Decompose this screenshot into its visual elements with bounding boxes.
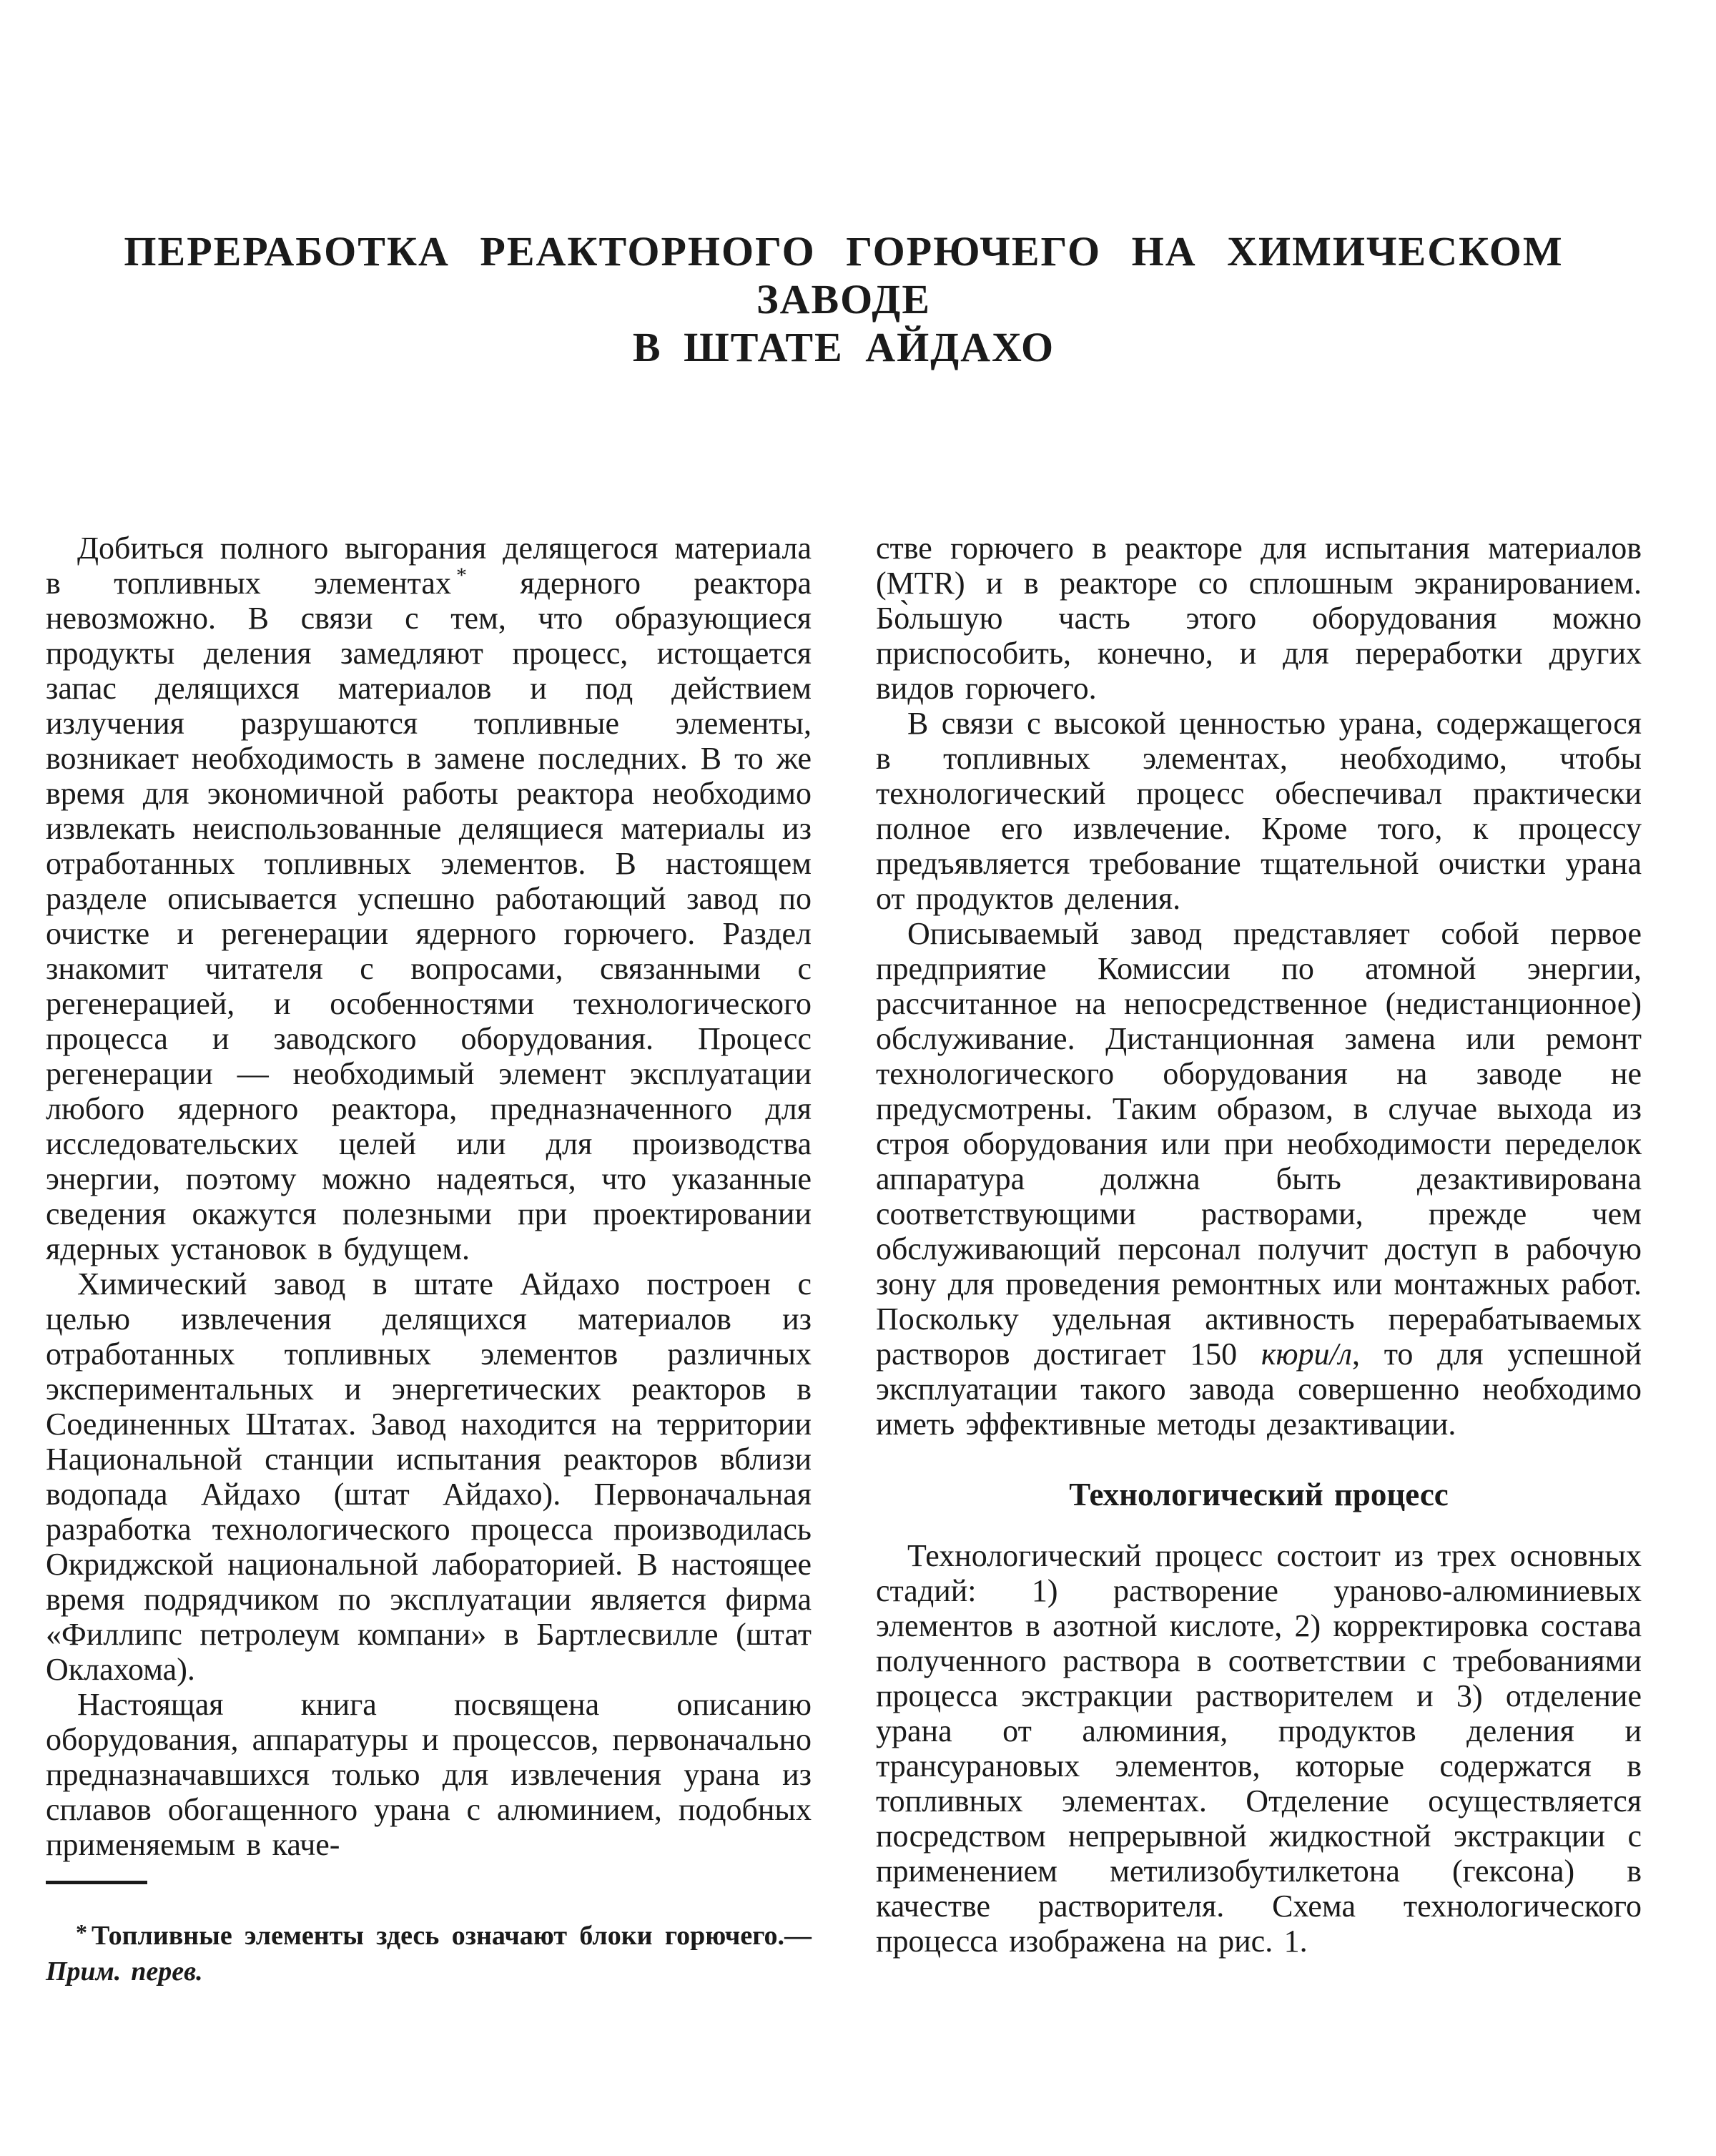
footnote-marker: * xyxy=(76,1919,87,1945)
right-column xyxy=(876,531,1642,1989)
page-title-line-2: В ШТАТЕ АЙДАХО xyxy=(632,324,1055,370)
footnote-reference-marker: * xyxy=(455,563,467,587)
footnote xyxy=(46,1881,812,1989)
page-title xyxy=(46,227,1642,371)
paragraph-direct-maintenance xyxy=(876,916,1642,1442)
paragraph-uranium-value: В связи с высокой ценностью урана, содержащегося в топливных элементах, необходимо, чтобы технологический процесс обеспечивал практически полное его извлечение. Кроме того, к процессу предъявляется требование тщательной очистки урана от продуктов деления. xyxy=(876,706,1642,916)
footnote-body: Топливные элементы здесь означают блоки горючего.— xyxy=(92,1921,812,1951)
footnote-attribution: Прим. перев. xyxy=(46,1956,203,1987)
unit-curie-per-liter: кюри/л xyxy=(1261,1337,1352,1372)
paragraph-book-scope: Настоящая книга посвящена описанию оборудования, аппаратуры и процессов, первоначально предназначавшихся только для извлечения урана из сплавов обогащенного урана с алюминием, подобных применяемым в каче- xyxy=(46,1687,812,1862)
section-heading-process: Технологический процесс xyxy=(1069,1477,1449,1512)
two-column-layout xyxy=(46,531,1642,1989)
paragraph-continuation: стве горючего в реакторе для испытания материалов (MTR) и в реакторе со сплошным экранированием. Бо̀льшую часть этого оборудования можно приспособить, конечно, и для переработки других видов горючего. xyxy=(876,531,1642,706)
left-column xyxy=(46,531,812,1989)
paragraph-idaho-plant: Химический завод в штате Айдахо построен с целью извлечения делящихся материалов из отработанных топливных элементов различных экспериментальных и энергетических реакторов в Соединенных Штатах. Завод находится на территории Национальной станции испытания реакторов вблизи водопада Айдахо (штат Айдахо). Первоначальная разработка технологического процесса производилась Окриджской национальной лабораторией. В настоящее время подрядчиком по эксплуатации является фирма «Филлипс петролеум компани» в Бартлесвилле (штат Оклахома). xyxy=(46,1266,812,1687)
paragraph-intro xyxy=(46,531,812,1266)
paragraph-text: ядерного реактора невозможно. В связи с тем, что образующиеся продукты деления замедляют процесс, истощается запас делящихся материалов и под действием излучения разрушаются топливные элементы, возникает необходимость в замене последних. В то же время для экономичной работы реактора необходимо извлекать неиспользованные делящиеся материалы из отработанных топливных элементов. В настоящем разделе описывается успешно работающий завод по очистке и регенерации ядерного горючего. Раздел знакомит читателя с вопросами, связанными с регенерацией, и особенностями технологического процесса и заводского оборудования. Процесс регенерации — необходимый элемент эксплуатации любого ядерного реактора, предназначенного для исследовательских целей или для производства энергии, поэтому можно надеяться, что указанные сведения окажутся полезными при проектировании ядерных установок в будущем. xyxy=(46,566,812,1266)
paragraph-text: Описываемый завод представляет собой первое предприятие Комиссии по атомной энергии, рассчитанное на непосредственное (недистанционное) обслуживание. Дистанционная замена или ремонт технологического оборудования на заводе не предусмотрены. Таким образом, в случае выхода из строя оборудования или при необходимости переделок аппаратура должна быть дезактивирована соответствующими растворами, прежде чем обслуживающий персонал получит доступ в рабочую зону для проведения ремонтных или монтажных работ. Поскольку удельная активность перерабатываемых растворов достигает 150 xyxy=(876,916,1642,1372)
paragraph-text: Добиться полного выгорания делящегося материала в топливных элементах xyxy=(46,531,812,601)
footnote-divider xyxy=(46,1881,147,1884)
paragraph-text: , то для успешной эксплуатации такого завода совершенно необходимо иметь эффективные методы дезактивации. xyxy=(876,1337,1642,1442)
paragraph-process-stages: Технологический процесс состоит из трех основных стадий: 1) растворение ураново-алюминиевых элементов в азотной кислоте, 2) корректировка состава полученного раствора в соответствии с требованиями процесса экстракции растворителем и 3) отделение урана от алюминия, продуктов деления и трансурановых элементов, которые содержатся в топливных элементах. Отделение осуществляется посредством непрерывной жидкостной экстракции с применением метилизобутилкетона (гексона) в качестве растворителя. Схема технологического процесса изображена на рис. 1. xyxy=(876,1538,1642,1959)
page-title-line-1: ПЕРЕРАБОТКА РЕАКТОРНОГО ГОРЮЧЕГО НА ХИМИЧЕСКОМ ЗАВОДЕ xyxy=(124,228,1564,323)
footnote-text xyxy=(46,1914,812,1989)
